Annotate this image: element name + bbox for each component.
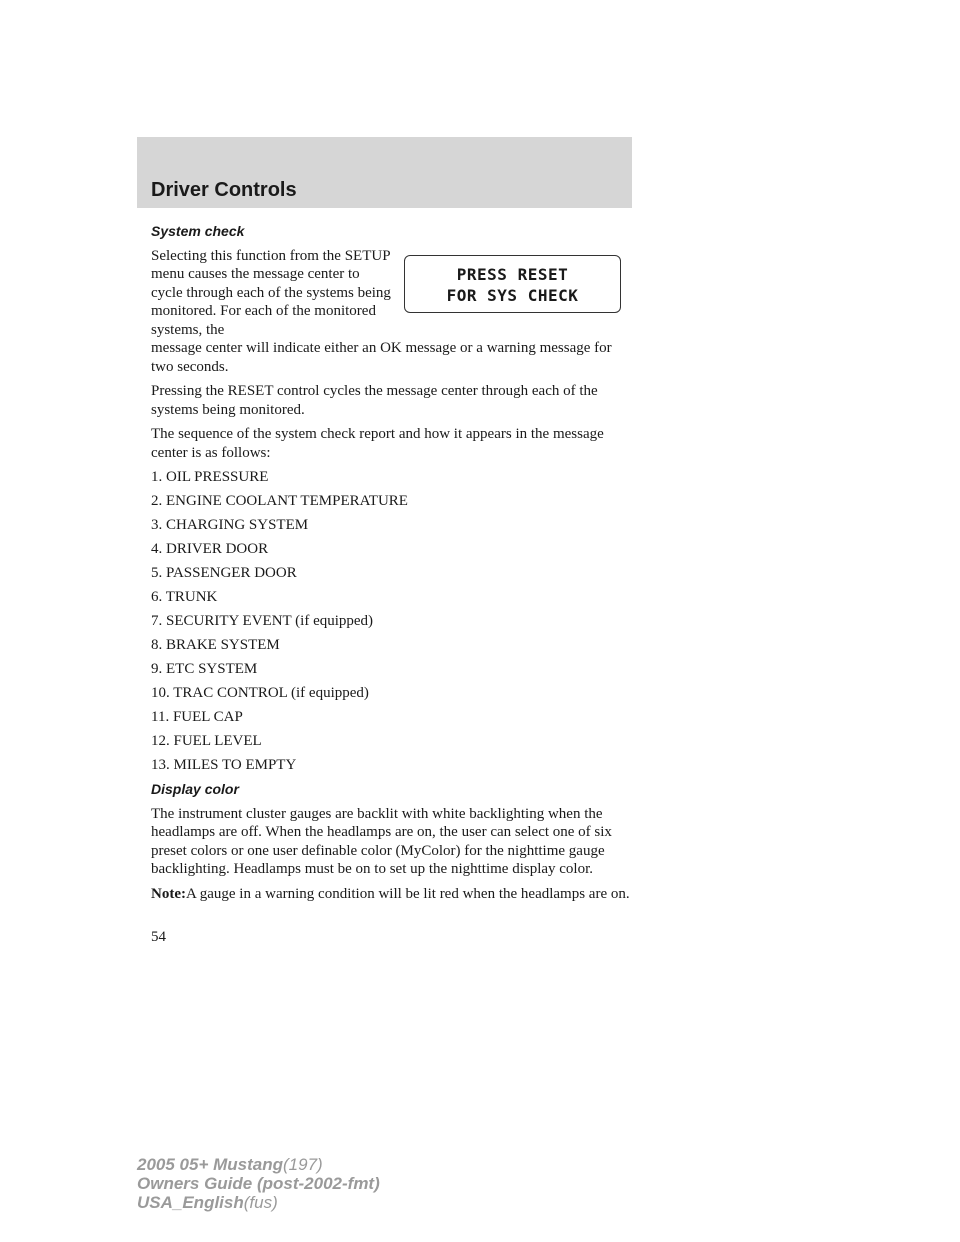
- section-title: Driver Controls: [151, 179, 297, 201]
- list-item: 13. MILES TO EMPTY: [151, 757, 297, 773]
- message-center-display: [404, 255, 621, 313]
- display-color-heading: Display color: [151, 781, 239, 797]
- list-item: 11. FUEL CAP: [151, 709, 243, 725]
- system-check-list: [151, 468, 631, 775]
- section-header-band: [137, 137, 632, 208]
- system-check-intro-block: [151, 247, 631, 377]
- footer-line-1: [137, 1155, 380, 1174]
- note-text: A gauge in a warning condition will be lit red when the headlamps are on.: [185, 885, 630, 902]
- page-number: 54: [151, 929, 166, 945]
- display-color-note: [151, 885, 631, 904]
- page-content: [151, 222, 631, 909]
- footer-guide: Owners Guide (post-2002-fmt): [137, 1174, 380, 1193]
- system-check-intro-rest: message center will indicate either an OK message or a warning message for two seconds.: [151, 340, 612, 375]
- system-check-heading: System check: [151, 223, 245, 239]
- system-check-para-reset: Pressing the RESET control cycles the message center through each of the systems being monitored.: [151, 383, 598, 418]
- list-item: 10. TRAC CONTROL (if equipped): [151, 685, 369, 701]
- list-item: 1. OIL PRESSURE: [151, 469, 269, 485]
- footer-model: 2005 05+ Mustang: [137, 1155, 283, 1174]
- display-line-2: FOR SYS CHECK: [446, 285, 579, 305]
- list-item: 6. TRUNK: [151, 589, 218, 605]
- system-check-para-sequence: The sequence of the system check report and how it appears in the message center is as follows:: [151, 426, 604, 461]
- footer-language-code: (fus): [243, 1193, 278, 1212]
- document-footer: [137, 1155, 380, 1212]
- footer-line-3: [137, 1193, 380, 1212]
- list-item: 5. PASSENGER DOOR: [151, 565, 297, 581]
- list-item: 8. BRAKE SYSTEM: [151, 637, 280, 653]
- list-item: 3. CHARGING SYSTEM: [151, 517, 309, 533]
- list-item: 4. DRIVER DOOR: [151, 541, 269, 557]
- footer-model-code: (197): [283, 1155, 323, 1174]
- list-item: 12. FUEL LEVEL: [151, 733, 262, 749]
- note-label: Note:: [151, 885, 186, 902]
- footer-line-2: [137, 1174, 380, 1193]
- list-item: 2. ENGINE COOLANT TEMPERATURE: [151, 493, 408, 509]
- display-color-para: The instrument cluster gauges are backlit with white backlighting when the headlamps are off. When the headlamps are on, the user can select one of six preset colors or one user definable color (MyColor) for the nighttime gauge backlighting. Headlamps must be on to set up the nighttime display color.: [151, 805, 612, 877]
- list-item: 9. ETC SYSTEM: [151, 661, 258, 677]
- system-check-intro-wrapped: Selecting this function from the SETUP menu causes the message center to cycle through each of the systems being monitored. For each of the monitored systems, the: [151, 247, 391, 338]
- display-line-1: PRESS RESET: [456, 264, 569, 284]
- list-item: 7. SECURITY EVENT (if equipped): [151, 613, 374, 629]
- footer-language: USA_English: [137, 1193, 244, 1212]
